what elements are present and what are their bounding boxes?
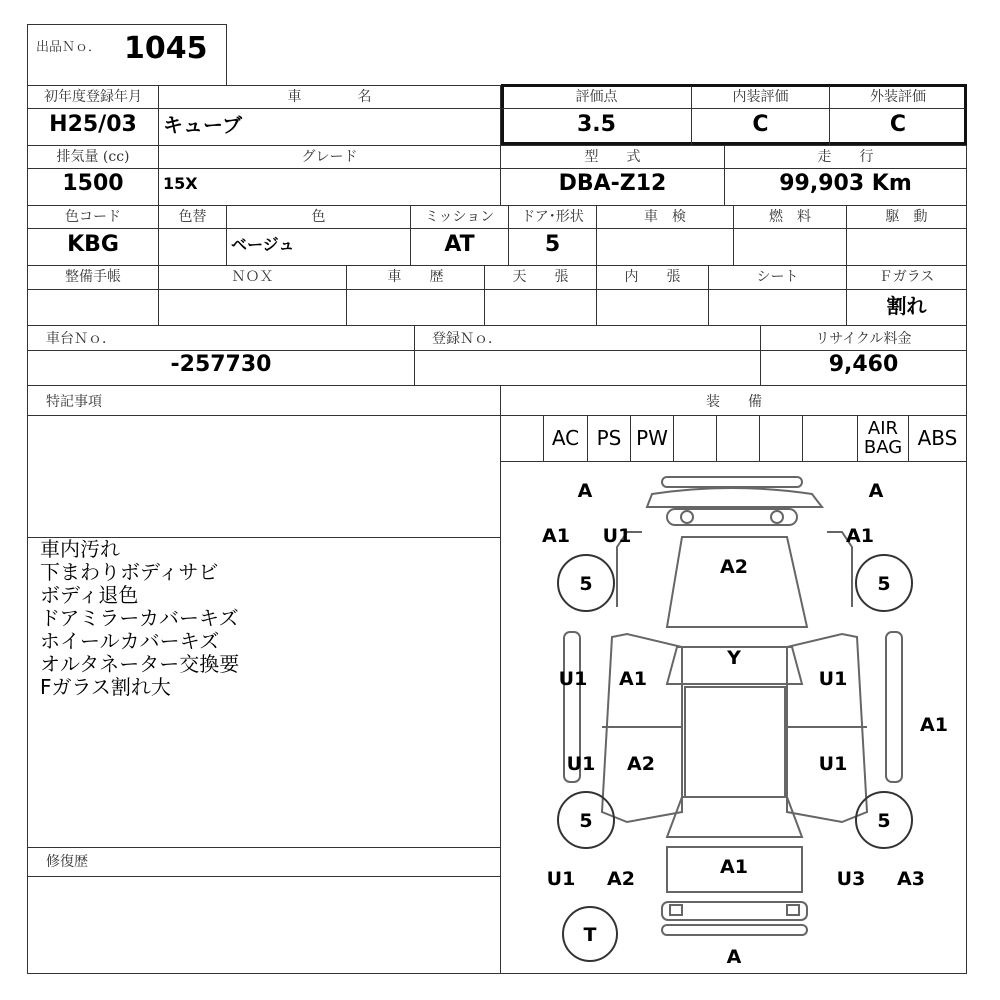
col-divider xyxy=(500,385,501,974)
note-line: 下まわりボディサビ xyxy=(40,560,219,584)
roof-outline xyxy=(685,687,785,797)
drive-label: 駆 動 xyxy=(885,209,928,225)
score-value: 3.5 xyxy=(577,112,616,137)
hood-outline xyxy=(667,537,807,627)
equip-ac: AC xyxy=(551,426,580,450)
equip-ps: PS xyxy=(596,426,622,450)
mark-tire-rl: 5 xyxy=(579,810,593,832)
seat-label: シート xyxy=(756,269,799,285)
mark-windshield: Y xyxy=(727,647,741,669)
fuel-label: 燃 料 xyxy=(769,209,811,225)
first-reg-value: H25/03 xyxy=(49,112,137,137)
color-label: 色 xyxy=(311,209,326,225)
repair-divider xyxy=(27,847,501,848)
front-grille-outline xyxy=(647,488,822,507)
equip-airbag: AIR BAG xyxy=(863,418,903,458)
mark-fr-door-u: U1 xyxy=(818,668,848,690)
model-label: 型 式 xyxy=(584,149,641,165)
color-value: ベージュ xyxy=(231,235,295,254)
note-line: ホイールカバーキズ xyxy=(40,629,220,653)
lot-label: 出品Ｎｏ． xyxy=(36,40,102,55)
mark-right-side: A1 xyxy=(920,714,948,736)
mark-trunk: A1 xyxy=(720,856,748,878)
mark-hood: A2 xyxy=(720,556,748,578)
fglass-label: Ｆガラス xyxy=(878,269,935,285)
chassis-label: 車台Ｎｏ． xyxy=(46,331,116,347)
mark-rl-door-u: U1 xyxy=(566,753,596,775)
col-divider xyxy=(759,415,760,461)
note-line: オルタネーター交換要 xyxy=(40,652,240,676)
notes-label: 特記事項 xyxy=(46,394,102,410)
mark-fl-fender: A1 xyxy=(542,525,570,547)
mark-rr-door-u: U1 xyxy=(818,753,848,775)
model-value: DBA-Z12 xyxy=(558,171,667,196)
mileage-value: 99,903 Km xyxy=(779,171,912,196)
interior-value: C xyxy=(752,112,769,137)
color-code-value: KBG xyxy=(67,232,119,257)
headlight-left xyxy=(681,511,693,523)
row-divider xyxy=(502,108,965,109)
door-label: ドア･形状 xyxy=(521,209,584,225)
mark-tire-fr: 5 xyxy=(877,573,891,595)
registration-label: 登録Ｎｏ． xyxy=(432,331,502,347)
recycle-value: 9,460 xyxy=(828,352,899,377)
mark-front-right: A xyxy=(868,480,884,502)
col-divider xyxy=(673,415,674,461)
interior-label: 内装評価 xyxy=(732,89,789,105)
note-line: ボディ退色 xyxy=(40,583,139,607)
rear-window-outline xyxy=(667,797,802,837)
car-name-label: 車 名 xyxy=(287,89,372,105)
row-divider xyxy=(27,325,967,326)
maintenance-label: 整備手帳 xyxy=(65,269,121,285)
interior-trim-label: 内 張 xyxy=(624,269,681,285)
rear-bumper-outline xyxy=(662,902,807,920)
mark-fr-fender: A1 xyxy=(846,525,874,547)
mark-rear: A xyxy=(726,946,742,968)
taillight-left xyxy=(670,905,682,915)
rear-skirt-outline xyxy=(662,925,807,935)
car-damage-diagram xyxy=(502,462,967,974)
score-label: 評価点 xyxy=(575,89,618,105)
mileage-label: 走 行 xyxy=(817,149,874,165)
history-label: 車 歴 xyxy=(387,269,444,285)
mark-fl-door-u: U1 xyxy=(558,668,588,690)
fglass-value: 割れ xyxy=(886,294,927,318)
mark-fl-door-a: A1 xyxy=(619,668,647,690)
exterior-value: C xyxy=(889,112,907,137)
col-divider xyxy=(414,325,415,385)
color-code-label: 色コード xyxy=(65,209,121,225)
equip-pw: PW xyxy=(636,426,668,450)
first-reg-label: 初年度登録年月 xyxy=(44,89,142,105)
color-change-label: 色替 xyxy=(178,209,207,225)
mark-rl-door-a: A2 xyxy=(627,753,655,775)
repair-divider xyxy=(27,876,501,877)
mission-label: ミッション xyxy=(424,209,495,225)
row-divider xyxy=(27,228,967,229)
recycle-label: リサイクル料金 xyxy=(815,331,912,347)
chassis-value: -257730 xyxy=(170,352,272,377)
mark-front-left: A xyxy=(577,480,593,502)
lot-number: 1045 xyxy=(124,31,208,66)
mark-rear-left-a: A2 xyxy=(607,868,635,890)
mark-rear-right-a: A3 xyxy=(897,868,925,890)
door-value: 5 xyxy=(544,232,561,257)
mark-fl-u: U1 xyxy=(602,525,632,547)
lot-number-box xyxy=(27,24,227,86)
row-divider xyxy=(27,289,967,290)
equip-abs: ABS xyxy=(917,426,958,450)
displacement-value: 1500 xyxy=(62,171,124,196)
col-divider xyxy=(716,415,717,461)
equipment-label: 装 備 xyxy=(706,394,762,410)
displacement-label: 排気量 (cc) xyxy=(56,149,130,165)
mark-tire-fl: 5 xyxy=(579,573,593,595)
nox-label: ＮＯＸ xyxy=(231,269,274,285)
mark-spare-tire: T xyxy=(583,924,597,946)
mark-tire-rr: 5 xyxy=(877,810,891,832)
inspection-label: 車 検 xyxy=(644,209,686,225)
exterior-label: 外装評価 xyxy=(870,89,926,105)
mark-rear-right-u: U3 xyxy=(836,868,866,890)
taillight-right xyxy=(787,905,799,915)
mission-value: AT xyxy=(444,232,475,257)
note-line: Fガラス割れ大 xyxy=(40,675,171,699)
col-divider xyxy=(802,415,803,461)
mark-rear-left-u: U1 xyxy=(546,868,576,890)
headlight-right xyxy=(771,511,783,523)
note-line: ドアミラーカバーキズ xyxy=(40,606,239,630)
car-name-value: キューブ xyxy=(163,113,242,137)
grade-label: グレード xyxy=(301,149,358,165)
row-divider xyxy=(27,108,501,109)
repair-label: 修復歴 xyxy=(46,854,88,870)
front-bumper-outline xyxy=(662,477,802,487)
grade-value: 15X xyxy=(163,174,198,193)
row-divider xyxy=(27,415,967,416)
note-line: 車内汚れ xyxy=(40,537,120,561)
row-divider xyxy=(27,385,967,386)
roof-label: 天 張 xyxy=(512,269,569,285)
right-step-outline xyxy=(886,632,902,782)
